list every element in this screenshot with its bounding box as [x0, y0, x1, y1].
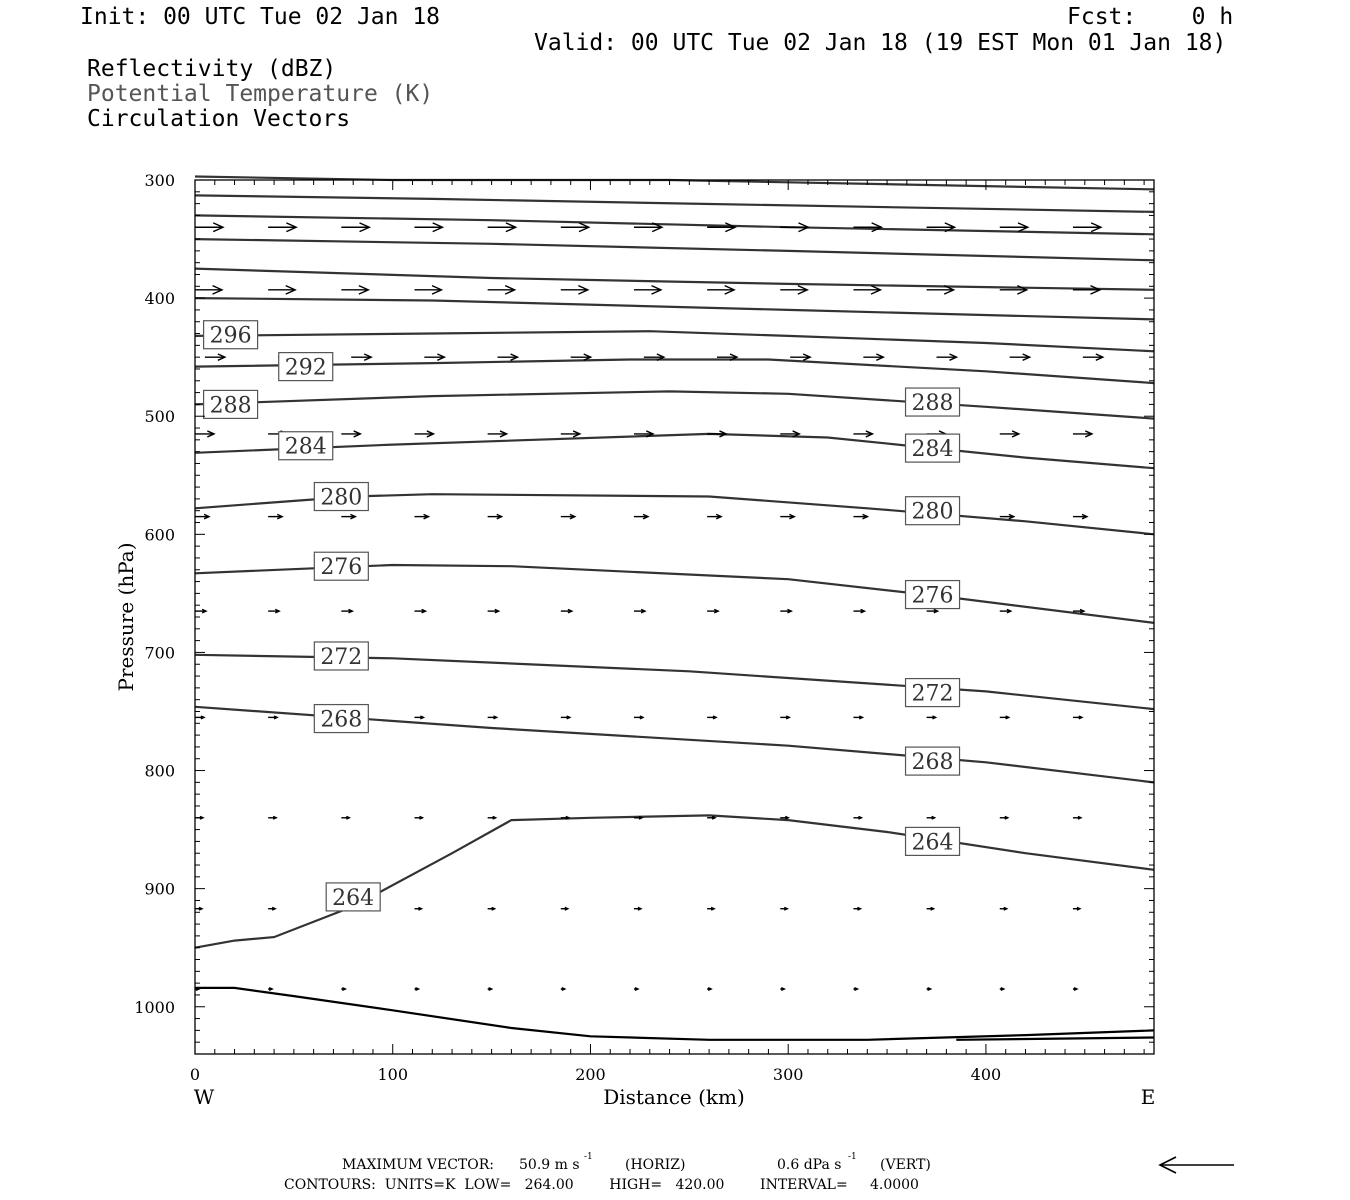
- circulation-vector: [195, 907, 202, 910]
- svg-text:276: 276: [320, 555, 363, 581]
- circulation-vector: [268, 988, 272, 991]
- svg-text:288: 288: [911, 391, 954, 417]
- circulation-vector: [351, 354, 371, 360]
- svg-text:272: 272: [911, 681, 954, 707]
- max-vector-label: MAXIMUM VECTOR:: [342, 1157, 494, 1173]
- y-tick-label: 1000: [134, 997, 175, 1017]
- circulation-vector: [707, 988, 711, 991]
- circulation-vector: [927, 816, 935, 819]
- circulation-vector: [853, 609, 864, 612]
- circulation-vector: [790, 354, 810, 360]
- circulation-vector: [853, 816, 861, 819]
- circulation-vector: [341, 223, 369, 232]
- circulation-vector: [488, 716, 497, 719]
- circulation-vector: [634, 988, 638, 991]
- circulation-vector: [341, 988, 345, 991]
- circulation-vector: [268, 514, 282, 518]
- circulation-vector: [341, 514, 355, 518]
- y-axis-label: Pressure (hPa): [114, 542, 138, 692]
- circulation-vector: [414, 716, 423, 719]
- circulation-vector: [268, 907, 275, 910]
- circulation-vector: [341, 816, 349, 819]
- svg-text:284: 284: [911, 437, 954, 463]
- circulation-vector: [1000, 816, 1008, 819]
- init-time: Init: 00 UTC Tue 02 Jan 18: [80, 4, 441, 30]
- isentrope-line: [195, 177, 1154, 190]
- max-vector-vert-exponent: -1: [848, 1152, 857, 1162]
- y-tick-label: 300: [144, 171, 175, 190]
- circulation-vector: [780, 716, 789, 719]
- circulation-vector: [414, 988, 418, 991]
- circulation-vector: [780, 223, 808, 232]
- circulation-vector: [195, 609, 206, 612]
- svg-text:276: 276: [911, 583, 954, 609]
- circulation-vector: [561, 907, 568, 910]
- forecast-hour: Fcst: 0 h: [1067, 4, 1234, 30]
- field-label-reflectivity: Reflectivity (dBZ): [87, 56, 337, 82]
- circulation-vector: [488, 286, 515, 295]
- circulation-vector: [268, 816, 276, 819]
- contour-label: [906, 497, 960, 525]
- circulation-vector: [707, 223, 735, 232]
- circulation-vector: [488, 223, 516, 232]
- circulation-vector: [780, 286, 807, 295]
- circulation-vector: [414, 223, 442, 232]
- circulation-vector: [927, 907, 934, 910]
- x-tick-label: 0: [189, 1065, 201, 1084]
- circulation-vector: [561, 514, 575, 518]
- max-vector-horiz-exponent: -1: [584, 1152, 593, 1162]
- circulation-vector: [853, 907, 860, 910]
- circulation-vector: [1000, 431, 1019, 437]
- contour-info: CONTOURS: UNITS=K LOW= 264.00 HIGH= 420.00 INTERVAL= 4.0000: [284, 1177, 919, 1193]
- circulation-vector: [853, 286, 880, 295]
- field-label-circulation-vectors: Circulation Vectors: [87, 106, 351, 132]
- contour-label: [279, 432, 333, 460]
- circulation-vector: [561, 223, 589, 232]
- circulation-vector: [927, 716, 936, 719]
- contour-label: [314, 552, 368, 580]
- circulation-vector: [561, 988, 565, 991]
- max-vector-horiz-value: 50.9 m s: [519, 1157, 580, 1173]
- isentrope-line: [195, 269, 1154, 290]
- circulation-vector: [205, 354, 225, 360]
- circulation-vector: [1000, 716, 1009, 719]
- circulation-vector: [780, 907, 787, 910]
- circulation-vector: [707, 514, 721, 518]
- x-tick-label: 200: [575, 1065, 606, 1084]
- field-label-potential-temperature: Potential Temperature (K): [87, 81, 434, 107]
- circulation-vector: [1073, 514, 1087, 518]
- circulation-vector: [195, 286, 222, 295]
- circulation-vector: [414, 431, 433, 437]
- circulation-vector: [268, 286, 295, 295]
- reference-vector-arrow: [1160, 1157, 1234, 1173]
- circulation-vector: [1073, 907, 1080, 910]
- circulation-vector: [195, 716, 204, 719]
- y-tick-label: 500: [144, 407, 175, 427]
- circulation-vector: [853, 223, 881, 232]
- circulation-vector: [498, 354, 518, 360]
- circulation-vector: [341, 286, 368, 295]
- circulation-vector: [1073, 988, 1077, 991]
- y-tick-label: 400: [144, 289, 175, 309]
- contour-label: [906, 679, 960, 707]
- circulation-vector: [634, 514, 648, 518]
- circulation-vector: [927, 988, 931, 991]
- circulation-vector: [1000, 988, 1004, 991]
- circulation-vector: [707, 609, 718, 612]
- circulation-vector: [414, 609, 425, 612]
- circulation-vector: [1073, 431, 1092, 437]
- circulation-vector: [707, 431, 726, 437]
- circulation-vector: [707, 716, 716, 719]
- svg-text:292: 292: [284, 355, 327, 381]
- svg-text:296: 296: [209, 323, 252, 349]
- isentrope-line: [195, 360, 1154, 384]
- isentrope-line: [195, 331, 1154, 351]
- circulation-vector: [561, 716, 570, 719]
- max-vector-horiz-label: (HORIZ): [625, 1157, 686, 1173]
- circulation-vector: [853, 988, 857, 991]
- svg-text:280: 280: [911, 499, 954, 525]
- svg-text:268: 268: [911, 750, 954, 776]
- svg-text:264: 264: [332, 885, 375, 911]
- circulation-vector: [780, 514, 794, 518]
- y-tick-label: 900: [144, 879, 175, 899]
- circulation-vector: [1073, 816, 1081, 819]
- circulation-vector: [488, 609, 499, 612]
- circulation-vector: [853, 431, 872, 437]
- isentrope-line: [195, 434, 1154, 468]
- circulation-vector: [414, 286, 441, 295]
- contour-label: [906, 388, 960, 416]
- contour-label: [204, 390, 258, 418]
- circulation-vector: [1083, 354, 1103, 360]
- circulation-vector: [414, 514, 428, 518]
- circulation-vector: [268, 609, 279, 612]
- circulation-vector: [488, 816, 496, 819]
- contour-label: [314, 642, 368, 670]
- circulation-vector: [414, 907, 421, 910]
- isentrope-line: [195, 298, 1154, 319]
- terrain-line-lower: [956, 1038, 1154, 1040]
- contour-label: [906, 747, 960, 775]
- circulation-vector: [1073, 223, 1101, 232]
- x-axis-east-label: E: [1140, 1085, 1156, 1109]
- circulation-vector: [488, 431, 507, 437]
- contour-label: [906, 434, 960, 462]
- circulation-vector: [853, 716, 862, 719]
- circulation-vector: [341, 431, 360, 437]
- circulation-vector: [424, 354, 444, 360]
- circulation-vector: [1010, 354, 1030, 360]
- terrain-line: [195, 988, 1154, 1040]
- isentrope-line: [195, 391, 1154, 418]
- y-tick-label: 700: [144, 643, 175, 663]
- circulation-vector: [488, 988, 492, 991]
- circulation-vector: [488, 514, 502, 518]
- y-tick-label: 600: [144, 525, 175, 545]
- circulation-vector: [853, 514, 867, 518]
- circulation-vector: [1073, 286, 1100, 295]
- circulation-vector: [927, 609, 938, 612]
- circulation-vector: [707, 907, 714, 910]
- circulation-vector: [707, 816, 715, 819]
- contour-label: [906, 827, 960, 855]
- svg-text:288: 288: [209, 393, 252, 419]
- svg-text:264: 264: [911, 830, 954, 856]
- svg-text:284: 284: [284, 434, 327, 460]
- x-tick-label: 100: [377, 1065, 409, 1084]
- contour-label: [314, 705, 368, 733]
- isentrope-line: [195, 239, 1154, 260]
- circulation-vector: [341, 609, 352, 612]
- circulation-vector: [780, 988, 784, 991]
- circulation-vector: [561, 609, 572, 612]
- circulation-vector: [561, 431, 580, 437]
- circulation-vector: [634, 716, 643, 719]
- circulation-vector: [936, 354, 956, 360]
- contour-label: [326, 883, 380, 911]
- circulation-vector: [488, 907, 495, 910]
- circulation-vector: [1000, 907, 1007, 910]
- circulation-vector: [195, 514, 209, 518]
- circulation-vector: [195, 431, 214, 437]
- x-axis-label: Distance (km): [603, 1085, 745, 1109]
- circulation-vector: [268, 716, 277, 719]
- isentrope-line: [195, 195, 1154, 212]
- circulation-vector: [1073, 716, 1082, 719]
- svg-text:280: 280: [320, 485, 363, 511]
- contour-label: [204, 321, 258, 349]
- circulation-vector: [634, 609, 645, 612]
- svg-text:272: 272: [320, 644, 363, 670]
- circulation-vector: [268, 223, 296, 232]
- circulation-vector: [634, 286, 661, 295]
- plot-frame: [195, 180, 1154, 1054]
- max-vector-vert-label: (VERT): [880, 1157, 931, 1173]
- contour-label: [906, 581, 960, 609]
- circulation-vector: [634, 907, 641, 910]
- isentrope-line: [195, 815, 1154, 947]
- contour-label: [314, 483, 368, 511]
- contour-label: [279, 353, 333, 381]
- circulation-vector: [561, 286, 588, 295]
- x-tick-label: 400: [970, 1065, 1002, 1084]
- circulation-vector: [414, 816, 422, 819]
- y-tick-label: 800: [144, 761, 175, 781]
- isentrope-line: [195, 215, 1154, 234]
- max-vector-vert-value: 0.6 dPa s: [777, 1157, 842, 1173]
- circulation-vector: [780, 609, 791, 612]
- circulation-vector: [1000, 514, 1014, 518]
- circulation-vector: [1000, 609, 1011, 612]
- valid-time: Valid: 00 UTC Tue 02 Jan 18 (19 EST Mon 01 Jan 18): [534, 30, 1227, 56]
- x-axis-west-label: W: [193, 1085, 215, 1109]
- x-tick-label: 300: [772, 1065, 804, 1084]
- svg-text:268: 268: [320, 707, 363, 733]
- circulation-vector: [707, 286, 734, 295]
- circulation-vector: [863, 354, 883, 360]
